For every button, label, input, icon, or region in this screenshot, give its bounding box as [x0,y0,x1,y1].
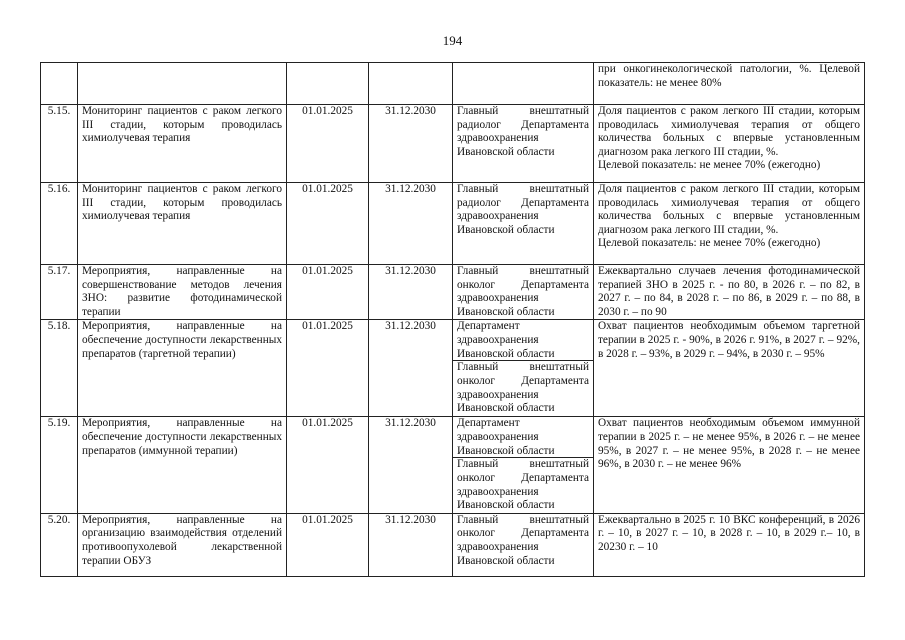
cell-responsible [453,417,594,513]
cell-activity: Мероприятия, направленные на организацию взаимодействия отделений противоопухолевой лекарственной терапии ОБУЗ [78,513,287,576]
cell-activity: Мероприятия, направленные на обеспечение доступности лекарственных препаратов (таргетной терапии) [78,320,287,417]
table-row [41,183,865,265]
cell-indicator: Ежеквартально в 2025 г. 10 ВКС конференций, в 2026 г. – 10, в 2027 г. – 10, в 2028 г. – 10, в 2029 г.– 10, в 20230 г. – 10 [594,513,865,576]
table-row-continuation [41,63,865,105]
table-row [41,105,865,183]
cell-activity: Мониторинг пациентов с раком легкого III стадии, которым проводилась химиолучевая терапия [78,183,287,265]
cell-activity: Мониторинг пациентов с раком легкого III стадии, которым проводилась химиолучевая терапия [78,105,287,183]
cell-indicator: при онкогинекологической патологии, %. Целевой показатель: не менее 80% [594,63,865,105]
plan-table [40,62,865,577]
responsible-secondary: Главный внештатный онколог Департамента здравоохранения Ивановской области [453,360,593,415]
cell-num: 5.16. [41,183,78,265]
page-number: 194 [442,33,463,48]
cell-activity: Мероприятия, направленные на совершенствование методов лечения ЗНО: развитие фотодинамической терапии [78,265,287,320]
cell-end: 31.12.2030 [369,320,453,417]
table-row [41,417,865,513]
cell-indicator [594,183,865,265]
cell-responsible: Главный внештатный онколог Департамента здравоохранения Ивановской области [453,265,594,320]
cell-start: 01.01.2025 [287,513,369,576]
cell-start: 01.01.2025 [287,417,369,513]
cell-end: 31.12.2030 [369,513,453,576]
cell-activity [78,63,287,105]
responsible-primary: Департамент здравоохранения Ивановской области [457,417,555,457]
indicator-text: Доля пациентов с раком легкого III стадии, которым проводилась химиолучевая терапия от общего количества больных с впервые установленным диагнозом рака легкого III стадии, %. [598,105,860,158]
indicator-target: Целевой показатель: не менее 70% (ежегодно) [598,159,821,172]
cell-responsible: Главный внештатный радиолог Департамента здравоохранения Ивановской области [453,183,594,265]
table-row [41,320,865,417]
cell-responsible [453,63,594,105]
cell-responsible: Главный внештатный радиолог Департамента здравоохранения Ивановской области [453,105,594,183]
cell-start: 01.01.2025 [287,105,369,183]
cell-indicator: Охват пациентов необходимым объемом иммунной терапии в 2025 г. – не менее 95%, в 2026 г. – не менее 95%, в 2027 г. – не менее 95%, в 2028 г. – не менее 96%, в 2030 г. – не менее 96% [594,417,865,513]
cell-num: 5.17. [41,265,78,320]
cell-end: 31.12.2030 [369,183,453,265]
cell-indicator: Ежеквартально случаев лечения фотодинамической терапией ЗНО в 2025 г. - по 80, в 2026 г. – по 82, в 2027 г. – по 84, в 2028 г. – по 86, в 2029 г. – по 88, в 2030 г. – по 90 [594,265,865,320]
cell-end: 31.12.2030 [369,265,453,320]
cell-end: 31.12.2030 [369,105,453,183]
cell-num [41,63,78,105]
table-row [41,513,865,576]
cell-num: 5.18. [41,320,78,417]
cell-num: 5.20. [41,513,78,576]
cell-activity: Мероприятия, направленные на обеспечение доступности лекарственных препаратов (иммунной терапии) [78,417,287,513]
cell-indicator: Охват пациентов необходимым объемом таргетной терапии в 2025 г. - 90%, в 2026 г. 91%, в 2027 г. – 92%, в 2028 г. – 93%, в 2029 г. – 94%, в 2030 г. – 95% [594,320,865,417]
cell-start [287,63,369,105]
cell-end [369,63,453,105]
cell-start: 01.01.2025 [287,183,369,265]
cell-start: 01.01.2025 [287,265,369,320]
cell-end: 31.12.2030 [369,417,453,513]
cell-start: 01.01.2025 [287,320,369,417]
cell-responsible: Главный внештатный онколог Департамента здравоохранения Ивановской области [453,513,594,576]
responsible-secondary: Главный внештатный онколог Департамента здравоохранения Ивановской области [453,457,593,512]
cell-num: 5.15. [41,105,78,183]
indicator-text: Доля пациентов с раком легкого III стадии, которым проводилась химиолучевая терапия от общего количества больных с впервые установленным диагнозом рака легкого III стадии, %. [598,183,860,236]
cell-indicator [594,105,865,183]
cell-responsible [453,320,594,417]
table-row [41,265,865,320]
indicator-target: Целевой показатель: не менее 70% (ежегодно) [598,237,821,250]
responsible-primary: Департамент здравоохранения Ивановской области [457,320,555,360]
cell-num: 5.19. [41,417,78,513]
